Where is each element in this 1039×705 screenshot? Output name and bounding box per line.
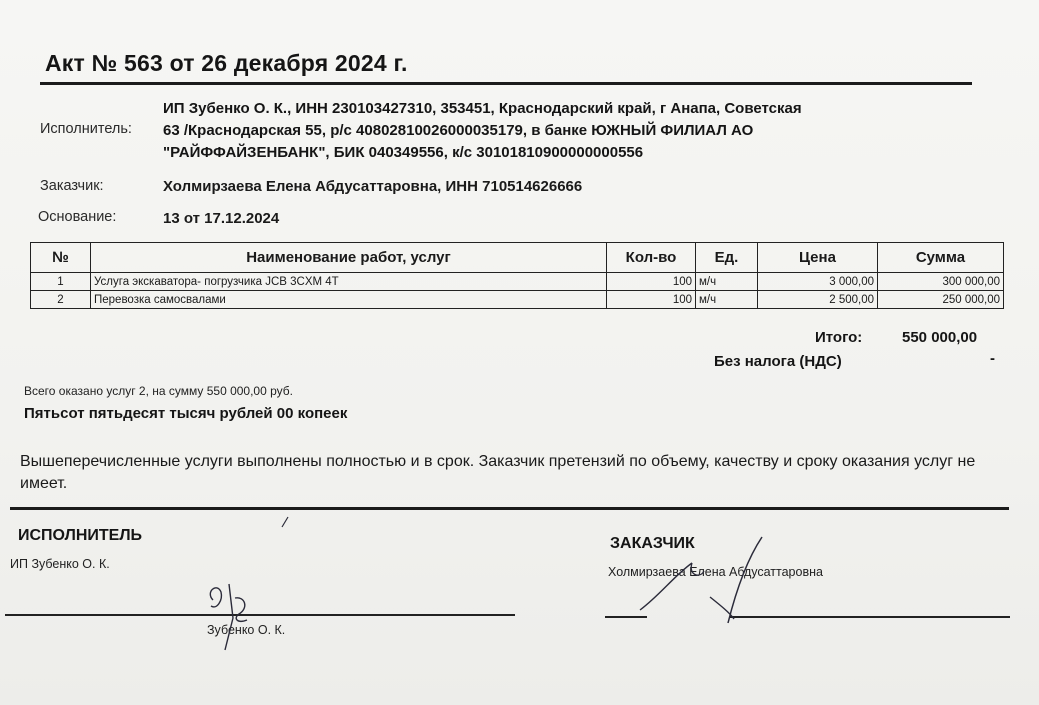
row-unit: м/ч — [696, 273, 758, 291]
row-price: 2 500,00 — [758, 291, 878, 309]
basis-value: 13 от 17.12.2024 — [163, 210, 280, 227]
signature-divider — [10, 507, 1009, 510]
title-divider — [40, 82, 972, 85]
customer-label: Заказчик: — [40, 178, 104, 194]
table-row — [31, 273, 1004, 291]
total-value: 550 000,00 — [902, 329, 978, 346]
executor-signature-icon — [195, 570, 265, 655]
column-header-sum: Сумма — [878, 243, 1004, 273]
customer-signature-icon — [630, 535, 775, 635]
document-title: Акт № 563 от 26 декабря 2024 г. — [45, 50, 408, 76]
row-sum: 300 000,00 — [878, 273, 1004, 291]
row-quantity: 100 — [607, 291, 696, 309]
row-quantity: 100 — [607, 273, 696, 291]
executor-line: "РАЙФФАЙЗЕНБАНК", БИК 040349556, к/с 30101810900000000556 — [163, 144, 644, 161]
column-header-number: № — [31, 243, 91, 273]
total-label: Итого: — [815, 329, 863, 346]
customer-signature-name: Холмирзаева Елена Абдусаттаровна — [608, 565, 823, 579]
executor-line: ИП Зубенко О. К., ИНН 230103427310, 353451, Краснодарский край, г Анапа, Советская — [163, 100, 802, 117]
services-table — [30, 242, 1004, 309]
row-service-name: Перевозка самосвалами — [91, 291, 607, 309]
table-row — [31, 291, 1004, 309]
executor-signature-company: ИП Зубенко О. К. — [10, 557, 110, 571]
vat-value: - — [990, 350, 995, 367]
services-summary: Всего оказано услуг 2, на сумму 550 000,00 руб. — [24, 384, 293, 398]
executor-signature-transcript: Зубенко О. К. — [207, 623, 286, 637]
column-header-price: Цена — [758, 243, 878, 273]
vat-label: Без налога (НДС) — [714, 353, 842, 370]
row-service-name: Услуга экскаватора- погрузчика JCB 3CXM 4T — [91, 273, 607, 291]
executor-line: 63 /Краснодарская 55, р/с 40802810026000035179, в банке ЮЖНЫЙ ФИЛИАЛ АО — [163, 122, 754, 139]
column-header-unit: Ед. — [696, 243, 758, 273]
row-sum: 250 000,00 — [878, 291, 1004, 309]
column-header-name: Наименование работ, услуг — [91, 243, 607, 273]
executor-label: Исполнитель: — [40, 121, 132, 137]
pen-mark-icon — [280, 515, 290, 529]
customer-value: Холмирзаева Елена Абдусаттаровна, ИНН 710514626666 — [163, 178, 583, 195]
amount-in-words: Пятьсот пятьдесят тысяч рублей 00 копеек — [24, 405, 348, 422]
table-header-row — [31, 243, 1004, 273]
executor-details — [163, 98, 983, 164]
row-price: 3 000,00 — [758, 273, 878, 291]
executor-signature-heading: ИСПОЛНИТЕЛЬ — [18, 527, 143, 544]
row-number: 2 — [31, 291, 91, 309]
row-unit: м/ч — [696, 291, 758, 309]
column-header-qty: Кол-во — [607, 243, 696, 273]
basis-label: Основание: — [38, 209, 117, 225]
completion-statement: Вышеперечисленные услуги выполнены полностью и в срок. Заказчик претензий по объему, качеству и сроку оказания услуг не имеет. — [20, 453, 976, 492]
row-number: 1 — [31, 273, 91, 291]
customer-signature-heading: ЗАКАЗЧИК — [610, 535, 695, 552]
